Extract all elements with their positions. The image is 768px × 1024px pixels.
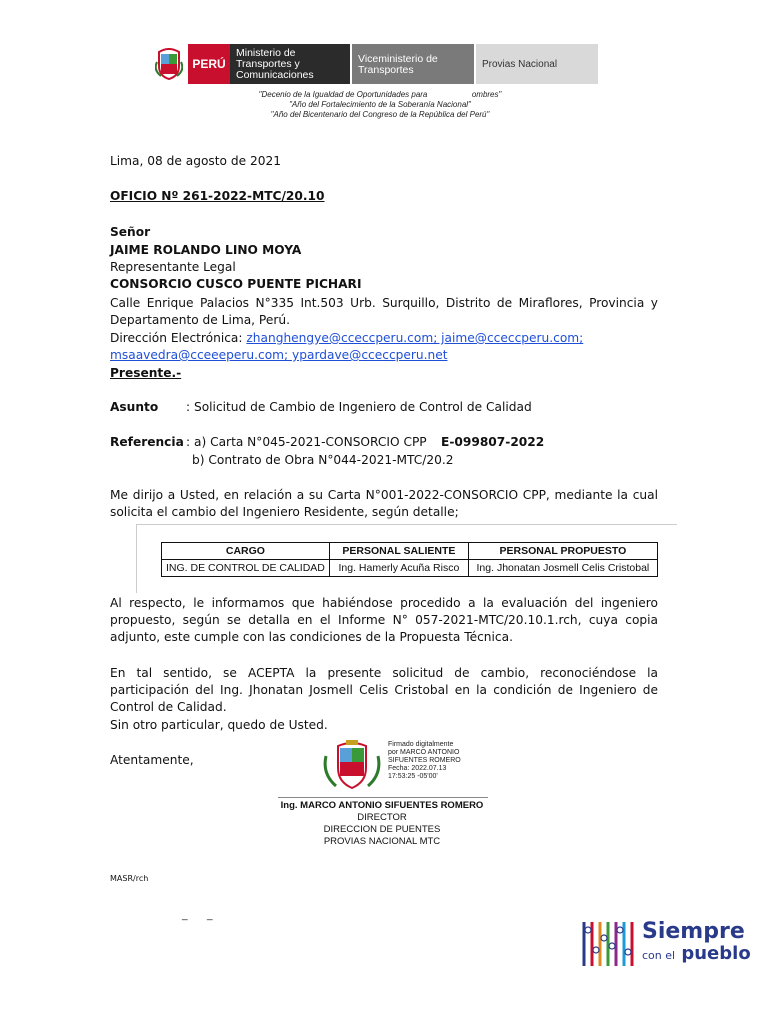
table-cell-propuesto: Ing. Jhonatan Josmell Celis Cristobal — [468, 560, 657, 577]
motto-1: "Decenio de la Igualdad de Oportunidades para ombres" — [258, 90, 502, 99]
table-header-propuesto: PERSONAL PROPUESTO — [468, 543, 657, 560]
reference-a-code: E-099807-2022 — [441, 435, 545, 449]
ministry-label: Ministerio de Transportes y Comunicaciones — [230, 44, 350, 84]
header-banner — [150, 44, 598, 84]
slogan-pueblo: pueblo — [681, 943, 751, 964]
viceministry-label: Viceministerio de Transportes — [352, 44, 474, 84]
closing-2: Atentamente, — [110, 753, 194, 767]
peru-coat-of-arms-icon — [150, 44, 188, 84]
place-date: Lima, 08 de agosto de 2021 — [110, 154, 281, 168]
asunto-label: Asunto — [110, 400, 159, 414]
reference-a: : a) Carta N°045-2021-CONSORCIO CPP — [186, 435, 427, 449]
signer-name: Ing. MARCO ANTONIO SIFUENTES ROMERO — [280, 800, 484, 811]
peru-label: PERÚ — [188, 44, 230, 84]
recipient-name: JAIME ROLANDO LINO MOYA — [110, 243, 302, 257]
personnel-table — [161, 542, 658, 577]
address: Calle Enrique Palacios N°335 Int.503 Urb. Surquillo, Distrito de Miraflores, Provincia y Departamento de Lima, Perú. — [110, 296, 658, 327]
signer-title: DIRECTOR — [357, 812, 407, 823]
email-line-2 — [110, 348, 447, 362]
signature-block — [262, 800, 502, 848]
company-name: CONSORCIO CUSCO PUENTE PICHARI — [110, 277, 362, 291]
mottos — [200, 90, 560, 120]
digital-signature-meta — [388, 741, 461, 781]
signature-line — [278, 797, 488, 798]
signer-dept: DIRECCION DE PUENTES — [323, 824, 441, 835]
siempre-con-el-pueblo-logo — [580, 918, 751, 970]
recipient-role: Representante Legal — [110, 260, 236, 274]
referencia-label: Referencia — [110, 435, 184, 449]
salutation: Señor — [110, 225, 151, 239]
closing-1: Sin otro particular, quedo de Usted. — [110, 718, 328, 732]
asunto-text: : Solicitud de Cambio de Ingeniero de Control de Calidad — [186, 400, 532, 414]
sig-meta-1: Firmado digitalmente — [388, 741, 454, 748]
sig-meta-3: SIFUENTES ROMERO — [388, 757, 461, 764]
email-link-1[interactable]: zhanghengye@cceccperu.com; jaime@cceccperu.com; — [246, 331, 584, 345]
slogan-con-el: con el — [642, 949, 676, 962]
sig-meta-5: 17:53:25 -05'00' — [388, 773, 438, 780]
motto-2: "Año del Fortalecimiento de la Soberanía Nacional" — [289, 100, 471, 109]
table-cell-saliente: Ing. Hamerly Acuña Risco — [329, 560, 468, 577]
sig-meta-2: por MARCO ANTONIO — [388, 749, 460, 756]
paragraph-1: Me dirijo a Usted, en relación a su Carta N°001-2022-CONSORCIO CPP, mediante la cual solicita el cambio del Ingeniero Residente, según detalle; — [110, 488, 658, 519]
motto-3: "Año del Bicentenario del Congreso de la República del Perú" — [270, 110, 490, 119]
slogan-text — [642, 921, 751, 967]
table-cell-cargo: ING. DE CONTROL DE CALIDAD — [162, 560, 330, 577]
table-header-row — [162, 543, 658, 560]
paragraph-3: En tal sentido, se ACEPTA la presente solicitud de cambio, reconociéndose la participación del Ing. Jhonatan Josmell Celis Cristobal en la condición de Ingeniero de Control de Calidad. — [110, 666, 658, 714]
signature-seal-icon — [320, 740, 384, 797]
email-label: Dirección Electrónica: — [110, 331, 247, 345]
email-link-2[interactable]: msaavedra@cceeeperu.com; ypardave@cceccperu.net — [110, 348, 448, 362]
slogan-siempre: Siempre — [642, 919, 745, 944]
paragraph-2: Al respecto, le informamos que habiéndose procedido a la evaluación del ingeniero propuesto, según se detalla en el Informe N° 057-2021-MTC/20.10.1.rch, cuya copia adjunto, este cumple con las condiciones de la Propuesta Técnica. — [110, 596, 658, 644]
email-line — [110, 331, 583, 345]
slogan-line-2 — [642, 943, 751, 967]
reference-b: b) Contrato de Obra N°044-2021-MTC/20.2 — [192, 453, 454, 467]
oficio-number: OFICIO Nº 261-2022-MTC/20.10 — [110, 189, 325, 203]
sig-meta-4: Fecha: 2022.07.13 — [388, 765, 447, 772]
table-row — [162, 560, 658, 577]
pueblo-figures-icon — [580, 918, 638, 970]
initials: MASR/rch — [110, 874, 149, 883]
footer-dashes: _ _ — [182, 910, 213, 921]
presente: Presente.- — [110, 366, 182, 380]
provias-label: Provias Nacional — [476, 44, 598, 84]
table-header-cargo: CARGO — [162, 543, 330, 560]
table-header-saliente: PERSONAL SALIENTE — [329, 543, 468, 560]
signer-org: PROVIAS NACIONAL MTC — [323, 836, 441, 847]
